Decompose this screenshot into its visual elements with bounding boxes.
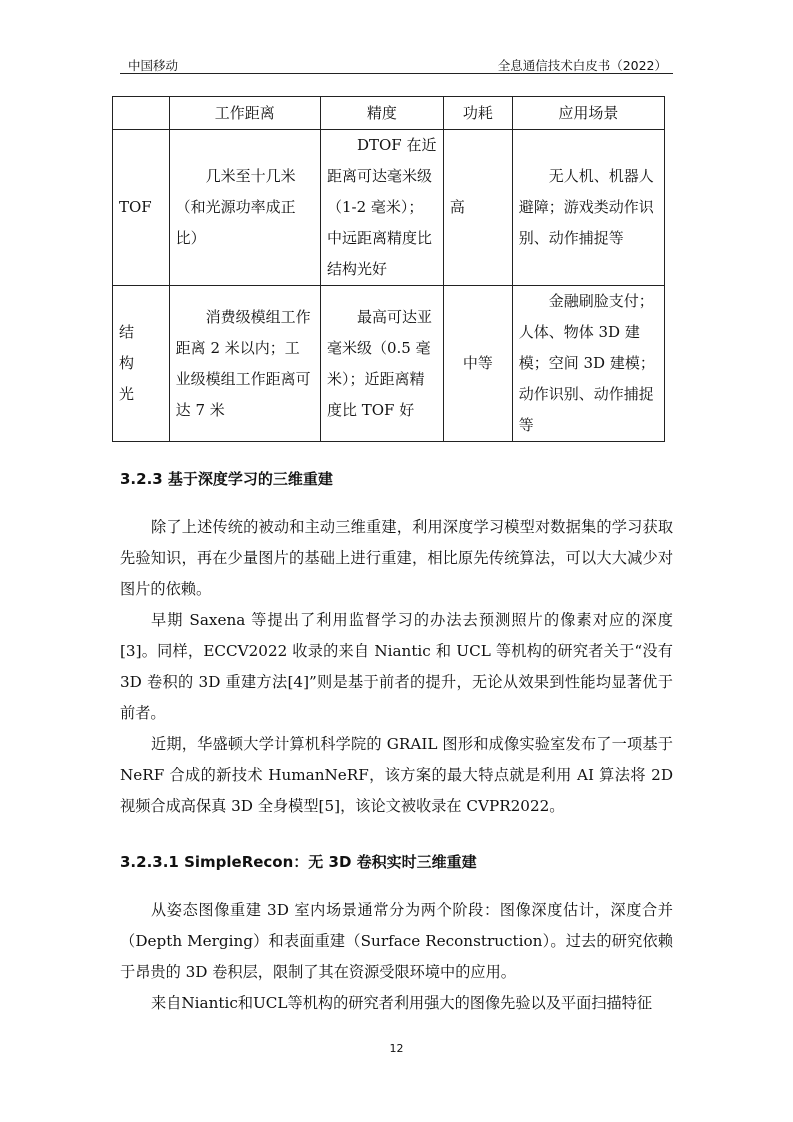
comparison-table	[112, 96, 665, 442]
section-heading-3-2-3-1: 3.2.3.1 SimpleRecon：无 3D 卷积实时三维重建	[120, 853, 477, 871]
paragraph: 除了上述传统的被动和主动三维重建，利用深度学习模型对数据集的学习获取先验知识，再在少量图片的基础上进行重建，相比原先传统算法，可以大大减少对图片的依赖。	[120, 518, 673, 598]
table-cell-scenarios: 无人机、机器人避障；游戏类动作识别、动作捕捉等	[512, 130, 664, 286]
page-number: 12	[389, 1042, 404, 1055]
table-row	[113, 130, 665, 286]
header-divider	[120, 73, 673, 74]
table-cell-precision: DTOF 在近距离可达毫米级（1-2 毫米）；中远距离精度比结构光好	[320, 130, 443, 286]
table-cell-distance: 消费级模组工作距离 2 米以内；工业级模组工作距离可达 7 米	[169, 286, 320, 442]
table-header-row	[113, 97, 665, 130]
table-cell-power: 高	[443, 130, 512, 286]
table-cell-scenarios: 金融刷脸支付；人体、物体 3D 建模；空间 3D 建模；动作识别、动作捕捉等	[512, 286, 664, 442]
table-cell-power: 中等	[443, 286, 512, 442]
table-row	[113, 286, 665, 442]
table-header-cell: 应用场景	[512, 97, 664, 130]
table-cell-distance: 几米至十几米（和光源功率成正比）	[169, 130, 320, 286]
table-cell-name: TOF	[113, 130, 170, 286]
paragraph: 来自Niantic和UCL等机构的研究者利用强大的图像先验以及平面扫描特征	[151, 994, 653, 1012]
table-header-cell: 精度	[320, 97, 443, 130]
section-heading-3-2-3: 3.2.3 基于深度学习的三维重建	[120, 470, 333, 488]
table-header-cell	[113, 97, 170, 130]
table-cell-precision: 最高可达亚毫米级（0.5 毫米）；近距离精度比 TOF 好	[320, 286, 443, 442]
header-doc-title: 全息通信技术白皮书（2022）	[497, 58, 667, 73]
table-header-cell: 功耗	[443, 97, 512, 130]
table-cell-name: 结构光	[113, 286, 170, 442]
page-header	[120, 54, 673, 74]
table-header-cell: 工作距离	[169, 97, 320, 130]
paragraph: 从姿态图像重建 3D 室内场景通常分为两个阶段：图像深度估计，深度合并（Depth Merging）和表面重建（Surface Reconstruction）。过去的研究依赖于昂贵的 3D 卷积层，限制了其在资源受限环境中的应用。	[120, 901, 673, 981]
paragraph: 早期 Saxena 等提出了利用监督学习的办法去预测照片的像素对应的深度[3]。同样，ECCV2022 收录的来自 Niantic 和 UCL 等机构的研究者关于“没有 3D 卷积的 3D 重建方法[4]”则是基于前者的提升，无论从效果到性能均显著优于前者。	[120, 611, 673, 722]
header-org: 中国移动	[128, 58, 179, 73]
paragraph: 近期，华盛顿大学计算机科学院的 GRAIL 图形和成像实验室发布了一项基于 NeRF 合成的新技术 HumanNeRF，该方案的最大特点就是利用 AI 算法将 2D 视频合成高保真 3D 全身模型[5]，该论文被收录在 CVPR2022。	[120, 735, 673, 815]
